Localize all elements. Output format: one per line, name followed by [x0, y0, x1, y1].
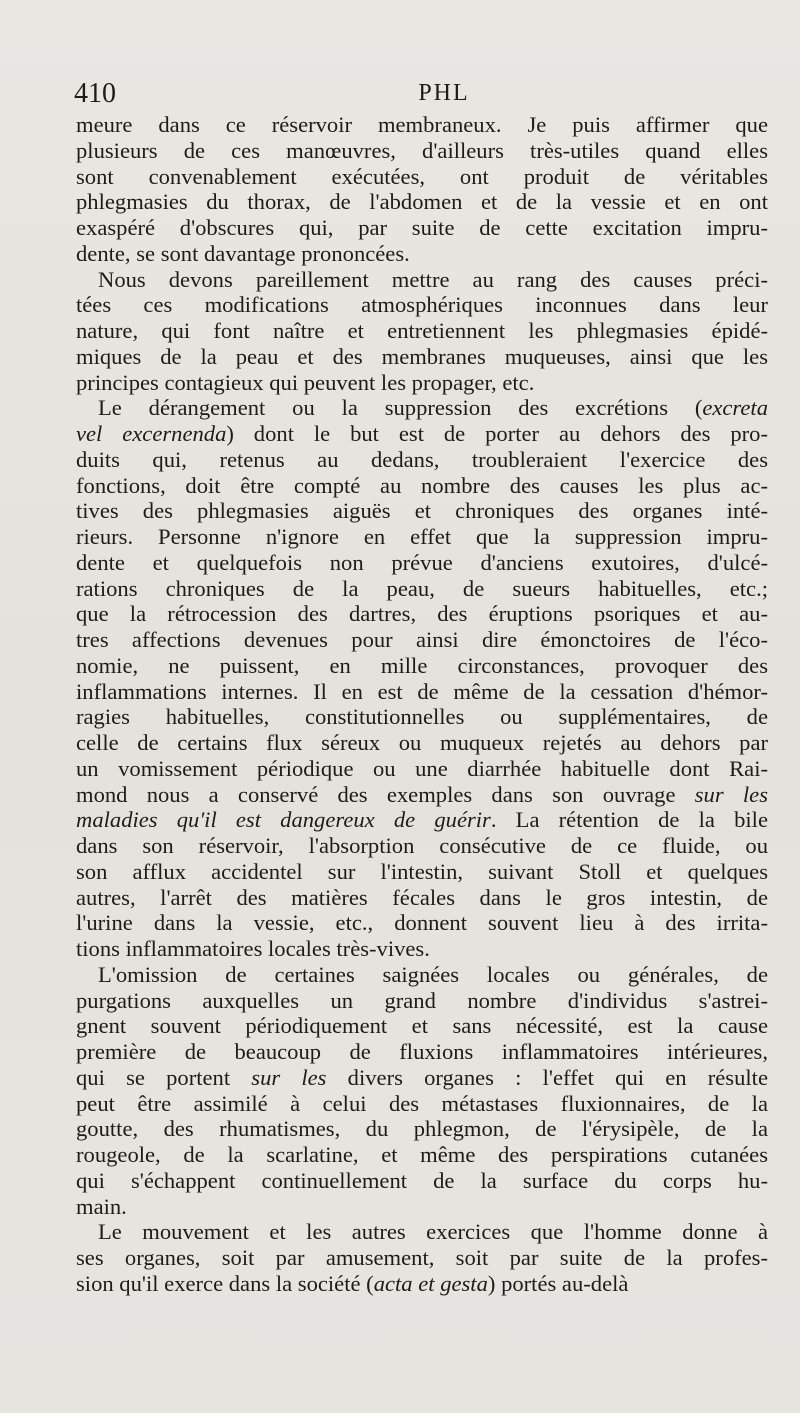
- text-line: miques de la peau et des membranes muqueuses, ainsi que les: [76, 343, 768, 369]
- text-line: qui se portent sur les divers organes : l'effet qui en résulte: [76, 1064, 768, 1090]
- text-line: inflammations internes. Il en est de même de la cessation d'hémor-: [76, 678, 768, 704]
- text-line: sion qu'il exerce dans la société (acta et gesta) portés au-delà: [76, 1270, 629, 1296]
- text-line: L'omission de certaines saignées locales ou générales, de: [98, 961, 768, 987]
- text-line: rieurs. Personne n'ignore en effet que la suppression impru-: [76, 524, 768, 549]
- text-line: Nous devons pareillement mettre au rang des causes préci-: [98, 266, 768, 292]
- text-line: phlegmasies du thorax, de l'abdomen et de la vessie et en ont: [76, 189, 768, 215]
- text-line: son afflux accidentel sur l'intestin, suivant Stoll et quelques: [76, 858, 768, 884]
- text-line: rougeole, de la scarlatine, et même des perspirations cutanées: [76, 1142, 768, 1167]
- text-line: plusieurs de ces manœuvres, d'ailleurs très-utiles quand elles: [76, 137, 768, 163]
- text-line: dans son réservoir, l'absorption consécutive de ce fluide, ou: [76, 833, 768, 858]
- text-line: main.: [76, 1193, 127, 1219]
- text-line: Le mouvement et les autres exercices que l'homme donne à: [98, 1219, 768, 1245]
- page-header: [74, 78, 768, 112]
- text-line: que la rétrocession des dartres, des éruptions psoriques et au-: [76, 601, 768, 627]
- text-line: peut être assimilé à celui des métastases fluxionnaires, de la: [76, 1090, 768, 1116]
- page-number: 410: [74, 78, 116, 109]
- text-line: nature, qui font naître et entretiennent les phlegmasies épidé-: [76, 318, 768, 343]
- text-line: un vomissement périodique ou une diarrhée habituelle dont Rai-: [76, 755, 768, 781]
- text-line: meure dans ce réservoir membraneux. Je puis affirmer que: [76, 112, 768, 137]
- paragraph: [76, 962, 768, 1220]
- text-line: dente et quelquefois non prévue d'anciens exutoires, d'ulcé-: [76, 549, 768, 575]
- text-line: première de beaucoup de fluxions inflammatoires intérieures,: [76, 1039, 768, 1064]
- text-line: fonctions, doit être compté au nombre des causes les plus ac-: [76, 472, 768, 498]
- text-line: principes contagieux qui peuvent les propager, etc.: [76, 369, 535, 395]
- text-line: goutte, des rhumatismes, du phlegmon, de l'érysipèle, de la: [76, 1116, 768, 1142]
- paragraph: [76, 395, 768, 962]
- text-line: duits qui, retenus au dedans, troubleraient l'exercice des: [76, 446, 768, 472]
- paragraph: [76, 1219, 768, 1296]
- text-line: purgations auxquelles un grand nombre d'individus s'astrei-: [76, 987, 768, 1013]
- text-line: nomie, ne puissent, en mille circonstances, provoquer des: [76, 652, 768, 678]
- text-line: mond nous a conservé des exemples dans son ouvrage sur les: [76, 781, 768, 807]
- paragraph: [76, 267, 768, 396]
- text-line: sont convenablement exécutées, ont produit de véritables: [76, 163, 768, 189]
- text-line: qui s'échappent continuellement de la surface du corps hu-: [76, 1167, 768, 1193]
- text-line: exaspéré d'obscures qui, par suite de cette excitation impru-: [76, 215, 768, 240]
- text-line: l'urine dans la vessie, etc., donnent souvent lieu à des irrita-: [76, 910, 768, 936]
- text-line: Le dérangement ou la suppression des excrétions (excreta: [98, 395, 768, 421]
- text-line: tres affections devenues pour ainsi dire émonctoires de l'éco-: [76, 627, 768, 652]
- text-line: gnent souvent périodiquement et sans nécessité, est la cause: [76, 1013, 768, 1039]
- text-line: tées ces modifications atmosphériques inconnues dans leur: [76, 292, 768, 318]
- paragraph: [76, 112, 768, 267]
- text-line: vel excernenda) dont le but est de porter au dehors des pro-: [76, 421, 769, 446]
- text-line: ses organes, soit par amusement, soit par suite de la profes-: [76, 1245, 768, 1270]
- text-line: tives des phlegmasies aiguës et chroniques des organes inté-: [76, 498, 768, 524]
- text-line: dente, se sont davantage prononcées.: [76, 240, 410, 266]
- running-head: PHL: [418, 80, 470, 106]
- body-text: [76, 112, 768, 1297]
- text-line: rations chroniques de la peau, de sueurs habituelles, etc.;: [76, 575, 768, 601]
- text-line: autres, l'arrêt des matières fécales dans le gros intestin, de: [76, 884, 768, 910]
- text-line: tions inflammatoires locales très-vives.: [76, 936, 430, 961]
- text-line: ragies habituelles, constitutionnelles ou supplémentaires, de: [76, 704, 768, 730]
- text-line: celle de certains flux séreux ou muqueux rejetés au dehors par: [76, 730, 768, 755]
- text-line: maladies qu'il est dangereux de guérir. La rétention de la bile: [76, 807, 768, 833]
